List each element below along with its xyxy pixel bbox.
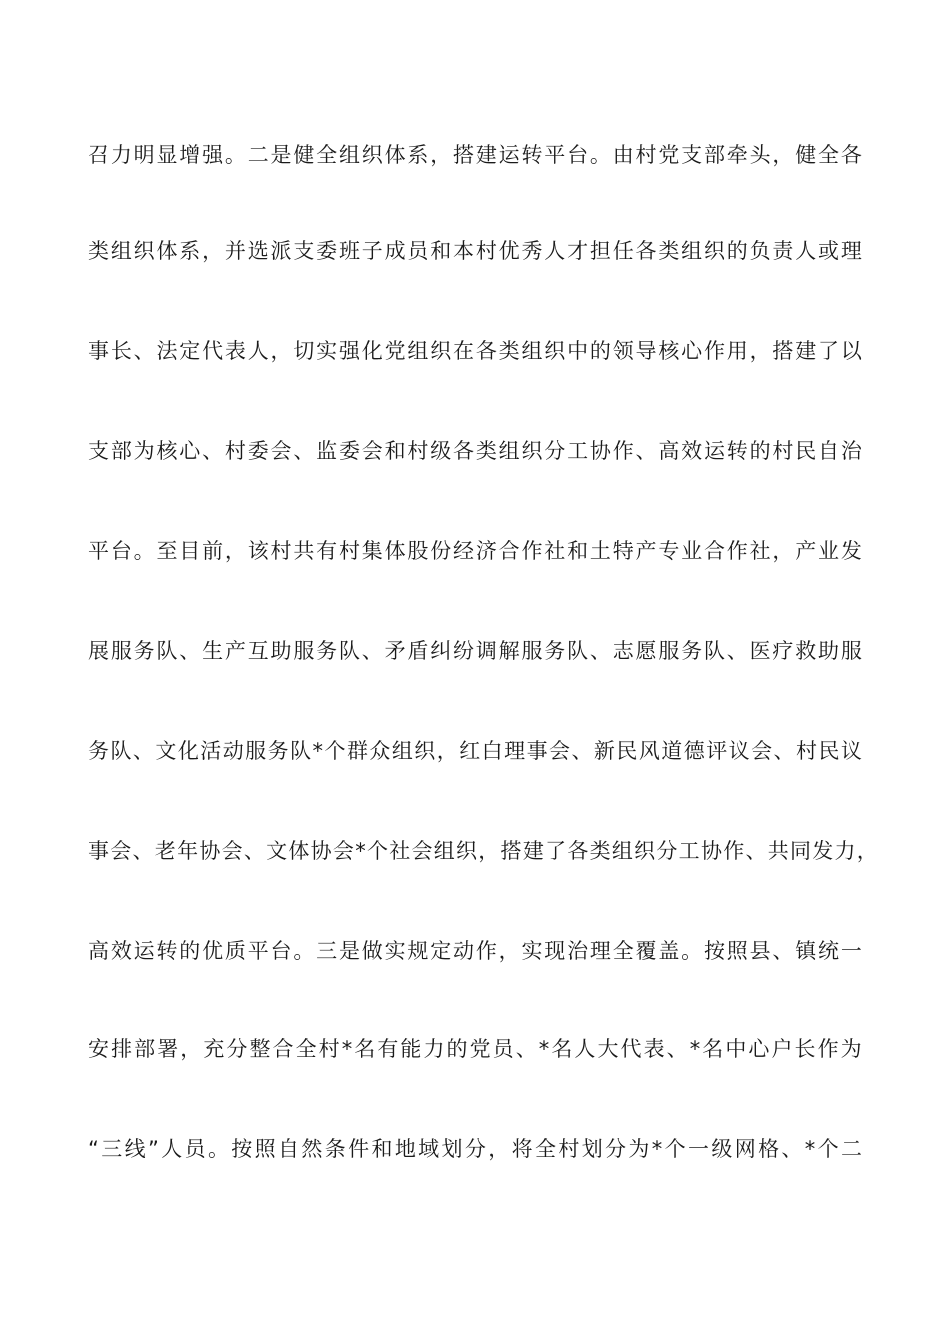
body-text-line: 安 排 部 署 ， 充 分 整 合 全 村 * 名 有 能 力 的 党 员 、 * 名 人 大 代 表 、 * 名 中 心 户 长 作 为 <box>88 1037 862 1061</box>
body-text-line: 类 组 织 体 系 ， 并 选 派 支 委 班 子 成 员 和 本 村 优 秀 人 才 担 任 各 类 组 织 的 负 责 人 或 理 <box>88 239 862 263</box>
body-text-line: 事 会 、 老 年 协 会 、 文 体 协 会 * 个 社 会 组 织 ， 搭 建 了 各 类 组 织 分 工 协 作 、 共 同 发 力 ， <box>88 839 878 863</box>
body-text-line: 高 效 运 转 的 优 质 平 台 。 三 是 做 实 规 定 动 作 ， 实 现 治 理 全 覆 盖 。 按 照 县 、 镇 统 一 <box>88 939 862 963</box>
body-text-line: 展 服 务 队 、 生 产 互 助 服 务 队 、 矛 盾 纠 纷 调 解 服 务 队 、 志 愿 服 务 队 、 医 疗 救 助 服 <box>88 639 862 663</box>
body-text-line: 召 力 明 显 增 强 。 二 是 健 全 组 织 体 系 ， 搭 建 运 转 平 台 。 由 村 党 支 部 牵 头 ， 健 全 各 <box>88 143 862 167</box>
body-text-line: 事 长 、 法 定 代 表 人 ， 切 实 强 化 党 组 织 在 各 类 组 织 中 的 领 导 核 心 作 用 ， 搭 建 了 以 <box>88 339 862 363</box>
body-text-line: 支 部 为 核 心 、 村 委 会 、 监 委 会 和 村 级 各 类 组 织 分 工 协 作 、 高 效 运 转 的 村 民 自 治 <box>88 439 862 463</box>
body-text-line: 平 台 。 至 目 前 ， 该 村 共 有 村 集 体 股 份 经 济 合 作 社 和 土 特 产 专 业 合 作 社 ， 产 业 发 <box>88 539 862 563</box>
body-text-line: “ 三 线 ” 人 员 。 按 照 自 然 条 件 和 地 域 划 分 ， 将 全 村 划 分 为 * 个 一 级 网 格 、 * 个 二 <box>88 1137 862 1161</box>
body-text-line: 务 队 、 文 化 活 动 服 务 队 * 个 群 众 组 织 ， 红 白 理 事 会 、 新 民 风 道 德 评 议 会 、 村 民 议 <box>88 739 862 763</box>
